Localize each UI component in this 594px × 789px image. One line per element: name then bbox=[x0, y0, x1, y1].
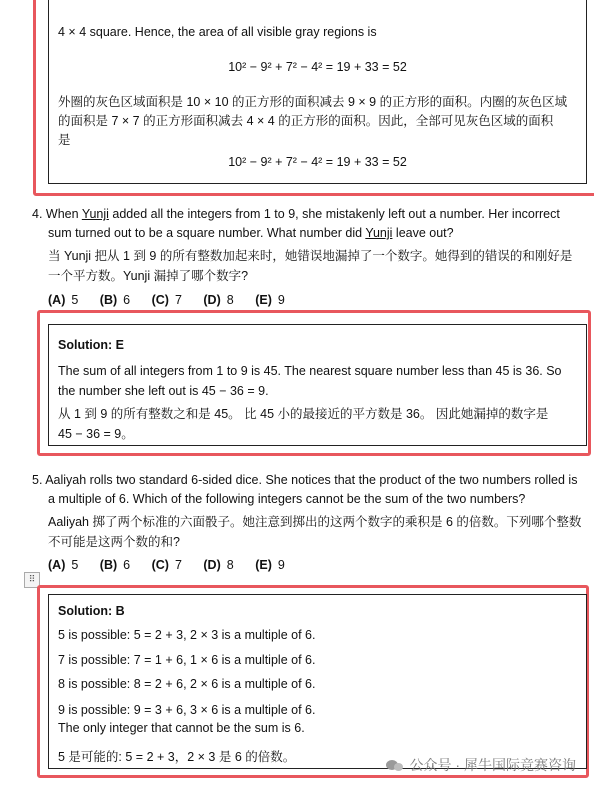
q4-choice-e: (E) 9 bbox=[255, 293, 285, 307]
q4-solution-title: Solution: E bbox=[58, 338, 124, 352]
prev-solution-box bbox=[48, 0, 587, 184]
q5-cn-line2: 不可能是这两个数的和? bbox=[48, 535, 180, 549]
q5-solution-box bbox=[48, 594, 587, 769]
q4-choice-a: (A) 5 bbox=[48, 293, 79, 307]
q5-choices bbox=[48, 557, 303, 573]
q5-en-line1: 5. Aaliyah rolls two standard 6-sided dice. She notices that the product of the two numbers rolled is bbox=[32, 473, 578, 487]
watermark bbox=[386, 755, 576, 775]
prev-solution-formula1: 10² − 9² + 7² − 4² = 19 + 33 = 52 bbox=[228, 60, 407, 74]
move-handle-icon[interactable]: ⠿ bbox=[24, 572, 40, 588]
q4-en-line2: sum turned out to be a square number. What number did Yunji leave out? bbox=[48, 226, 454, 240]
q4-solution-en1: The sum of all integers from 1 to 9 is 45. The nearest square number less than 45 is 36. So bbox=[58, 364, 562, 378]
q5-choice-a: (A) 5 bbox=[48, 558, 79, 572]
q5-cn-line1: Aaliyah 掷了两个标准的六面骰子。她注意到掷出的这两个数字的乘积是 6 的倍数。下列哪个整数 bbox=[48, 515, 582, 529]
q5-choice-e: (E) 9 bbox=[255, 558, 285, 572]
q4-en-line1: 4. When Yunji added all the integers from 1 to 9, she mistakenly left out a number. Her incorrect bbox=[32, 207, 560, 221]
q5-choice-c: (C) 7 bbox=[151, 558, 182, 572]
q4-choice-d: (D) 8 bbox=[203, 293, 234, 307]
q4-choice-b: (B) 6 bbox=[99, 293, 131, 307]
q5-solution-line2: 7 is possible: 7 = 1 + 6, 1 × 6 is a multiple of 6. bbox=[58, 653, 316, 667]
q5-choice-b: (B) 6 bbox=[99, 558, 131, 572]
q4-solution-en2: the number she left out is 45 − 36 = 9. bbox=[58, 384, 269, 398]
prev-solution-line1: 4 × 4 square. Hence, the area of all visible gray regions is bbox=[58, 25, 377, 39]
q5-solution-line3: 8 is possible: 8 = 2 + 6, 2 × 6 is a multiple of 6. bbox=[58, 677, 316, 691]
q4-choices bbox=[48, 292, 303, 308]
q5-solution-line5: The only integer that cannot be the sum is 6. bbox=[58, 721, 305, 735]
q4-solution-cn1: 从 1 到 9 的所有整数之和是 45。 比 45 小的最接近的平方数是 36。 因此她漏掉的数字是 bbox=[58, 407, 549, 421]
q5-en-line2: a multiple of 6. Which of the following integers cannot be the sum of the two numbers? bbox=[48, 492, 526, 506]
prev-solution-cn-line3: 是 bbox=[58, 133, 71, 147]
q5-solution-title: Solution: B bbox=[58, 604, 125, 618]
q4-solution-cn2: 45 − 36 = 9。 bbox=[58, 427, 134, 441]
watermark-text: 公众号 · 犀牛国际竞赛咨询 bbox=[409, 757, 576, 773]
prev-solution-cn-line2: 的面积是 7 × 7 的正方形面积减去 4 × 4 的正方形的面积。因此，全部可见灰色区域的面积 bbox=[58, 114, 554, 128]
prev-solution-formula2: 10² − 9² + 7² − 4² = 19 + 33 = 52 bbox=[228, 155, 407, 169]
prev-solution-cn-line1: 外圈的灰色区域面积是 10 × 10 的正方形的面积减去 9 × 9 的正方形的面积。内圈的灰色区域 bbox=[58, 95, 568, 109]
q5-solution-line4: 9 is possible: 9 = 3 + 6, 3 × 6 is a multiple of 6. bbox=[58, 703, 316, 717]
q5-solution-cn1: 5 是可能的: 5 = 2 + 3，2 × 3 是 6 的倍数。 bbox=[58, 750, 296, 764]
q4-cn-line2: 一个平方数。Yunji 漏掉了哪个数字? bbox=[48, 269, 249, 283]
q5-choice-d: (D) 8 bbox=[203, 558, 234, 572]
q4-cn-line1: 当 Yunji 把从 1 到 9 的所有整数加起来时，她错误地漏掉了一个数字。她得到的错误的和刚好是 bbox=[48, 249, 573, 263]
q4-choice-c: (C) 7 bbox=[151, 293, 182, 307]
q4-solution-box bbox=[48, 324, 587, 446]
wechat-icon bbox=[386, 758, 404, 772]
q5-solution-line1: 5 is possible: 5 = 2 + 3, 2 × 3 is a multiple of 6. bbox=[58, 628, 316, 642]
